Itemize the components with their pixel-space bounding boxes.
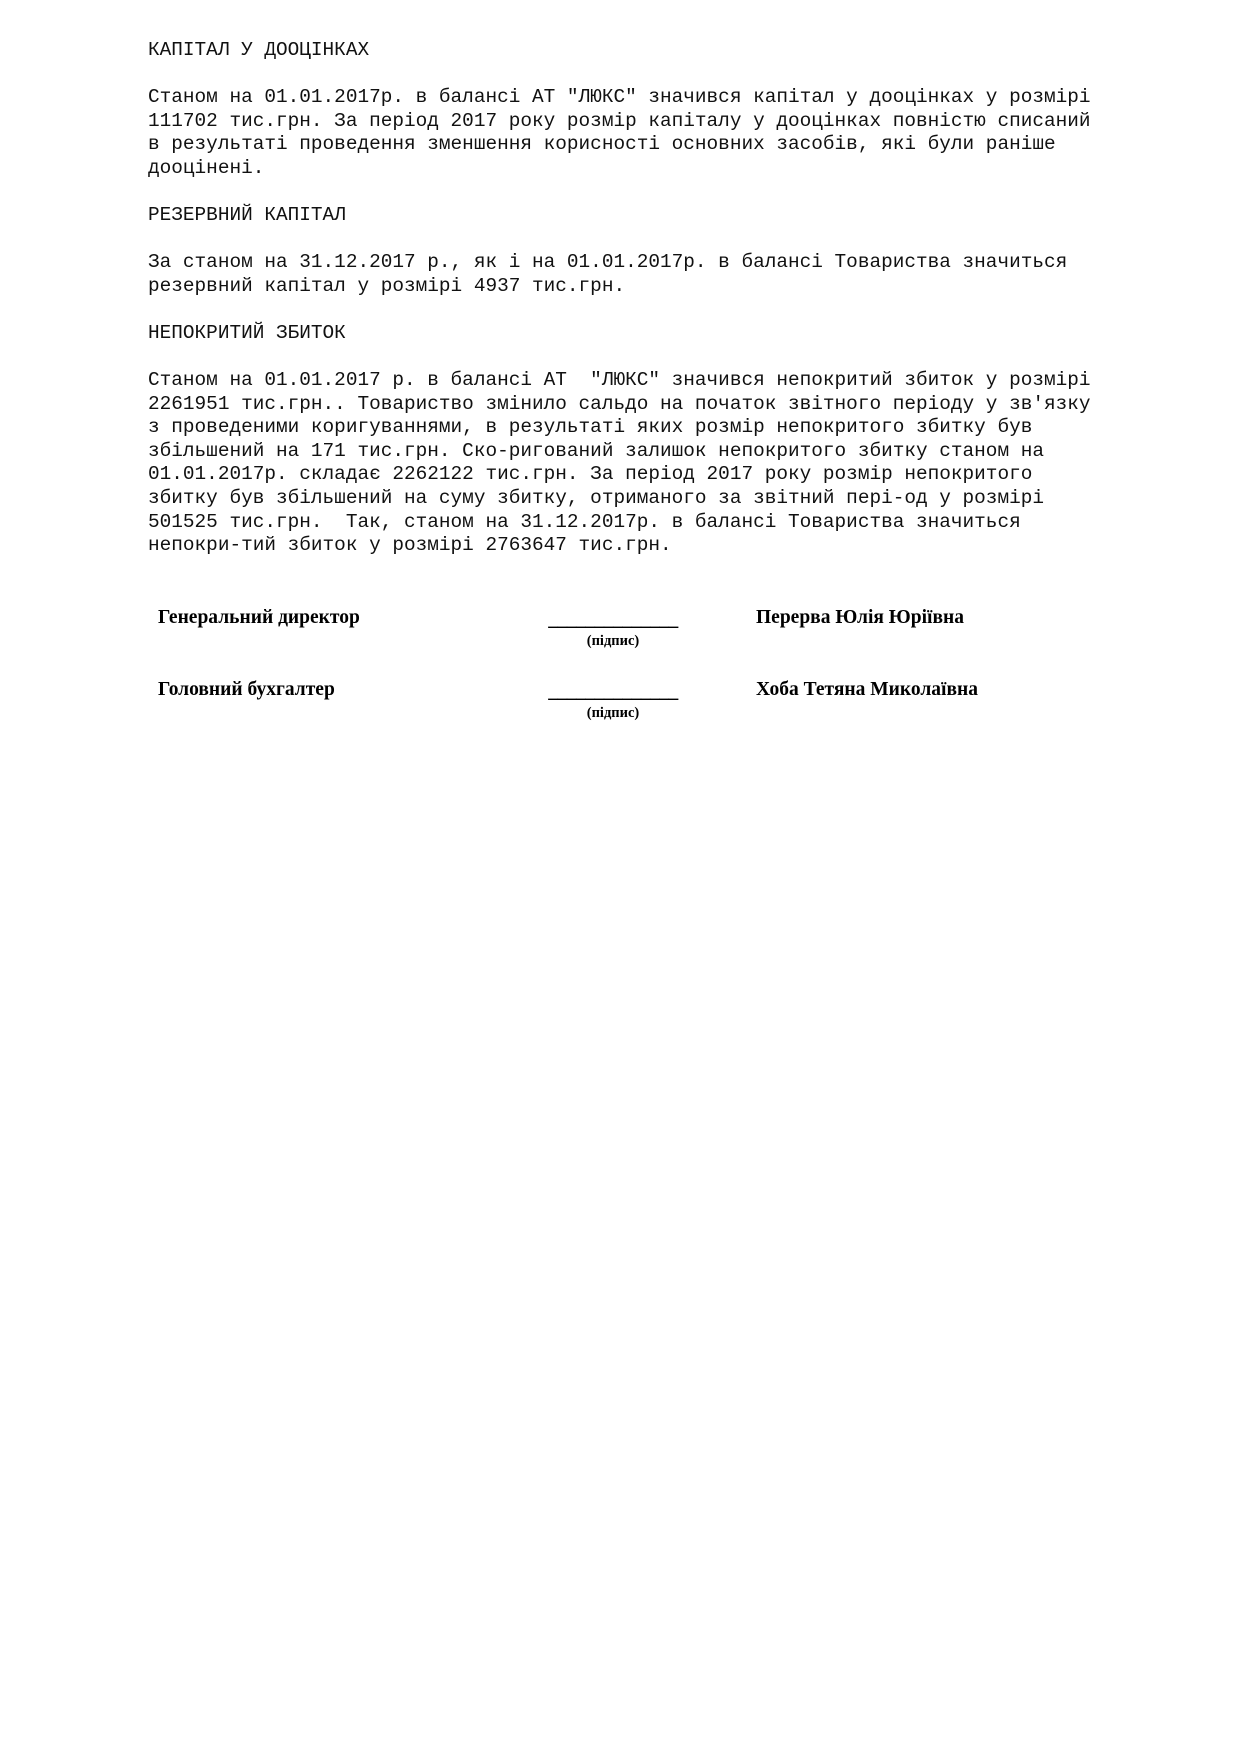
signature-line-chief-accountant: ______________ [548, 681, 678, 702]
signature-caption-general-director: (підпис) [586, 633, 640, 649]
signature-name-general-director: Перерва Юлія Юріївна [756, 607, 964, 628]
section-text-revaluation-capital: Станом на 01.01.2017р. в балансі АТ "ЛЮКС" значився капітал у дооцінках у розмірі 111702 тис.грн. За період 2017 року розмір капіталу у дооцінках повністю списаний в результаті проведення зменшення корисності основних засобів, які були раніше дооцінені. [148, 86, 1091, 179]
section-text-reserve-capital: За станом на 31.12.2017 р., як і на 01.01.2017р. в балансі Товариства значиться резервний капітал у розмірі 4937 тис.грн. [148, 251, 1068, 297]
signature-name-chief-accountant: Хоба Тетяна Миколаївна [756, 679, 978, 700]
signature-line-general-director: ______________ [548, 609, 678, 630]
section-heading-uncovered-loss: НЕПОКРИТИЙ ЗБИТОК [148, 322, 346, 344]
signature-role-chief-accountant: Головний бухгалтер [158, 679, 335, 700]
signature-caption-chief-accountant: (підпис) [586, 705, 640, 721]
section-text-uncovered-loss: Станом на 01.01.2017 р. в балансі АТ "ЛЮКС" значився непокритий збиток у розмірі 2261951 тис.грн.. Товариство змінило сальдо на початок звітного періоду у зв'язку з проведеними коригуваннями, в результаті яких розмір непокритого збитку був збільшений на 171 тис.грн. Ско-ригований залишок непокритого збитку станом на 01.01.2017р. складає 2262122 тис.грн. За період 2017 року розмір непокритого збитку був збільшений на суму збитку, отриманого за звітний пері-од у розмірі 501525 тис.грн. Так, станом на 31.12.2017р. в балансі Товариства значиться непокри-тий збиток у розмірі 2763647 тис.грн. [148, 369, 1091, 557]
section-heading-revaluation-capital: КАПІТАЛ У ДООЦІНКАХ [148, 39, 370, 61]
section-heading-reserve-capital: РЕЗЕРВНИЙ КАПІТАЛ [148, 204, 346, 226]
signature-role-general-director: Генеральний директор [158, 607, 360, 628]
